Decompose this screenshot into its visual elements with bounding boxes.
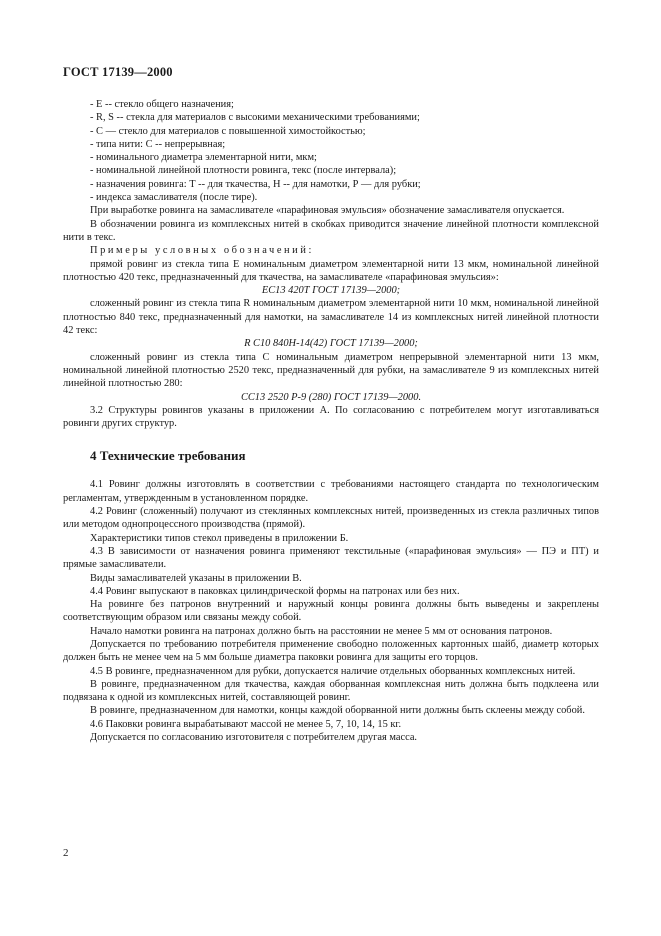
list-item: - типа нити: С -- непрерывная;: [90, 138, 226, 150]
clause-4-2-note: Характеристики типов стекол приведены в приложении Б.: [90, 532, 349, 544]
clause-4-4: 4.4 Ровинг выпускают в паковках цилиндрической формы на патронах или без них.: [90, 585, 460, 597]
list-item: - индекса замасливателя (после тире).: [90, 192, 258, 204]
examples-heading: Примеры условных обозначений:: [90, 245, 314, 257]
example-3-text: сложенный ровинг из стекла типа С номинальным диаметром непрерывной элементарной нити 13 мкм, номинальной линейной плотностью 2520 текс, предназначенный для рубки, на замасливателе 9 из комплексных нитей линейной плотностью 280:: [63, 351, 599, 390]
example-2-code: R С10 840Н-14(42) ГОСТ 17139—2000;: [244, 338, 418, 350]
paragraph-complex: В обозначении ровинга из комплексных нитей в скобках приводится значение линейной плотности комплексной нити в текс.: [63, 218, 599, 243]
clause-4-4-ends: На ровинге без патронов внутренний и наружный концы ровинга должны быть выведены и закреплены соответствующим образом или связаны между собой.: [63, 599, 599, 624]
clause-4-1: 4.1 Ровинг должны изготовлять в соответствии с требованиями настоящего стандарта по технологическим регламентам, утвержденным в установленном порядке.: [63, 479, 599, 504]
clause-4-3: 4.3 В зависимости от назначения ровинга применяют текстильные («парафиновая эмульсия» — ПЭ и ПТ) и прямые замасливатели.: [63, 545, 599, 571]
list-item: - назначения ровинга: Т -- для ткачества, Н -- для намотки, Р — для рубки;: [90, 178, 421, 190]
clause-4-4-start: Начало намотки ровинга на патронах должно быть на расстоянии не менее 5 мм от основания патронов.: [90, 625, 553, 637]
list-item: - С — стекло для материалов с повышенной химостойкостью;: [90, 125, 366, 137]
example-1-text: прямой ровинг из стекла типа Е номинальным диаметром элементарной нити 13 мкм, номинальной линейной плотностью 420 текс, предназначенный для ткачества, на замасливателе «парафиновая эмульсия»:: [63, 258, 599, 283]
designation-list: [63, 98, 599, 204]
clause-4-5-winding: В ровинге, предназначенном для намотки, концы каждой оборванной нити должны быть склеены между собой.: [90, 705, 585, 717]
clause-4-6: 4.6 Паковки ровинга вырабатывают массой не менее 5, 7, 10, 14, 15 кг.: [90, 718, 402, 730]
clause-4-2: 4.2 Ровинг (сложенный) получают из стеклянных комплексных нитей, произведенных из стекла различных типов или методом однопроцессного производства (прямой).: [63, 506, 599, 531]
paragraph-paraffin: При выработке ровинга на замасливателе «парафиновая эмульсия» обозначение замасливателя опускается.: [90, 205, 565, 217]
example-1-code: ЕС13 420Т ГОСТ 17139—2000;: [261, 285, 401, 297]
example-2-text: сложенный ровинг из стекла типа R номинальным диаметром элементарной нити 10 мкм, номинальной линейной плотностью 840 текс, предназначенный для намотки, на замасливателе 14 из комплексных нитей линейной плотности 42 текс:: [63, 298, 599, 337]
clause-4-6-note: Допускается по согласованию изготовителя с потребителем другая масса.: [90, 732, 418, 744]
clause-4-5-weaving: В ровинге, предназначенном для ткачества, каждая оборванная комплексная нить должна быть подклеена или подвязана к одной из комплексных нитей, составляющей ровинг.: [63, 678, 599, 704]
document-header: ГОСТ 17139—2000: [63, 65, 173, 79]
list-item: - Е -- стекло общего назначения;: [90, 99, 234, 110]
list-item: - R, S -- стекла для материалов с высокими механическими требованиями;: [90, 112, 420, 124]
clause-4-5: 4.5 В ровинге, предназначенном для рубки, допускается наличие отдельных оборванных комплексных нитей.: [90, 665, 576, 677]
section-4-title: 4 Технические требования: [90, 448, 246, 464]
clause-3-2: 3.2 Структуры ровингов указаны в приложении А. По согласованию с потребителем могут изготавливаться ровинги других структур.: [63, 404, 599, 430]
list-item: - номинальной линейной плотности ровинга, текс (после интервала);: [90, 165, 397, 177]
document-body: [63, 98, 599, 744]
list-item: - номинального диаметра элементарной нити, мкм;: [90, 152, 317, 164]
example-3-code: СС13 2520 Р-9 (280) ГОСТ 17139—2000.: [240, 391, 422, 403]
clause-4-4-washers: Допускается по требованию потребителя применение свободно положенных картонных шайб, диаметр которых должен быть не менее чем на 5 мм больше диаметра паковки ровинга для защиты его торцов.: [63, 638, 599, 664]
clause-4-3-note: Виды замасливателей указаны в приложении В.: [90, 572, 302, 584]
page-number: 2: [63, 847, 69, 859]
